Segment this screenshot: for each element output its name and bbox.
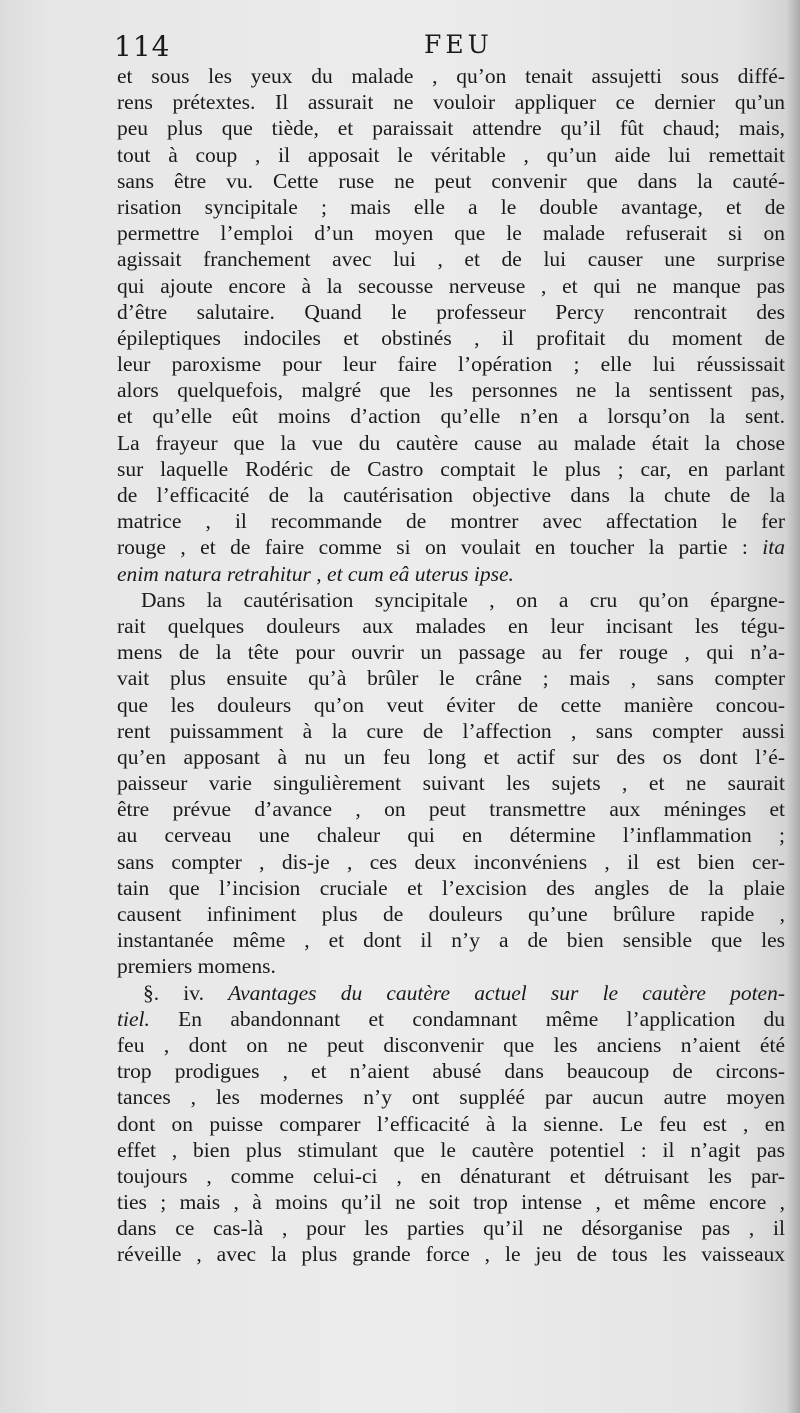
text-run: dont on puisse comparer l’efficacité à la sienne. Le feu est , en bbox=[117, 1111, 785, 1136]
text-line bbox=[117, 430, 785, 456]
text-line bbox=[117, 953, 785, 979]
text-run: épileptiques indociles et obstinés , il profitait du moment de bbox=[117, 325, 785, 350]
text-run: matrice , il recommande de montrer avec affectation le fer bbox=[117, 509, 785, 534]
text-line bbox=[117, 1137, 785, 1163]
text-line bbox=[117, 1163, 785, 1189]
text-run: dans ce cas-là , pour les parties qu’il ne désorganise pas , il bbox=[117, 1216, 785, 1241]
text-run: sans être vu. Cette ruse ne peut convenir que dans la cauté- bbox=[117, 168, 785, 193]
italic-text: enim natura retrahitur , et cum eâ uterus ipse. bbox=[117, 561, 514, 586]
text-line bbox=[117, 718, 785, 744]
text-line bbox=[117, 1241, 785, 1267]
text-run: mens de la tête pour ouvrir un passage au fer rouge , qui n’a- bbox=[117, 640, 785, 665]
text-line bbox=[117, 1111, 785, 1137]
text-run: rait quelques douleurs aux malades en leur incisant les tégu- bbox=[117, 613, 785, 638]
text-run: tances , les modernes n’y ont suppléé par aucun autre moyen bbox=[117, 1085, 785, 1110]
text-line bbox=[117, 534, 785, 560]
text-run: permettre l’emploi d’un moyen que le malade refuserait si on bbox=[117, 221, 785, 246]
text-line bbox=[117, 901, 785, 927]
text-run: et sous les yeux du malade , qu’on tenait assujetti sous diffé- bbox=[117, 64, 785, 88]
text-run: causent infiniment plus de douleurs qu’une brûlure rapide , bbox=[117, 902, 785, 926]
text-run: En abandonnant et condamnant même l’application du bbox=[149, 1006, 785, 1031]
text-line bbox=[117, 142, 785, 168]
text-line bbox=[117, 508, 785, 534]
text-line bbox=[117, 796, 785, 822]
text-run: risation syncipitale ; mais elle a le double avantage, et de bbox=[117, 194, 785, 219]
text-line bbox=[117, 1032, 785, 1058]
body-text bbox=[117, 63, 785, 1268]
italic-text: ita bbox=[762, 535, 785, 560]
text-line bbox=[117, 849, 785, 875]
text-run: et qu’elle eût moins d’action qu’elle n’en a lorsqu’on la sent. bbox=[117, 404, 785, 429]
text-line bbox=[117, 770, 785, 796]
text-line bbox=[117, 613, 785, 639]
text-line bbox=[117, 325, 785, 351]
italic-text: tiel. bbox=[117, 1006, 150, 1031]
text-run: être prévue d’avance , on peut transmettre aux méninges et bbox=[117, 797, 785, 822]
section-heading-line bbox=[117, 980, 785, 1006]
text-run: premiers momens. bbox=[117, 954, 276, 979]
text-run: d’être salutaire. Quand le professeur Percy rencontrait des bbox=[117, 299, 785, 324]
text-run: La frayeur que la vue du cautère cause au malade était la chose bbox=[117, 430, 785, 455]
text-run: feu , dont on ne peut disconvenir que les anciens n’aient été bbox=[117, 1032, 785, 1057]
text-run: effet , bien plus stimulant que le cautère potentiel : il n’agit pas bbox=[117, 1137, 785, 1162]
text-run: leur paroxisme pour leur faire l’opération ; elle lui réussissait bbox=[117, 352, 785, 377]
text-line bbox=[117, 482, 785, 508]
page-edge-shadow bbox=[786, 0, 800, 1413]
text-run: qui ajoute encore à la secousse nerveuse , et qui ne manque pas bbox=[117, 273, 785, 298]
text-line bbox=[117, 875, 785, 901]
text-line bbox=[117, 639, 785, 665]
text-run: sans compter , dis-je , ces deux inconvéniens , il est bien cer- bbox=[117, 849, 785, 874]
page-number: 114 bbox=[114, 30, 171, 63]
running-title: FEU bbox=[424, 30, 493, 59]
text-run: rouge , et de faire comme si on voulait en toucher la partie : bbox=[117, 535, 763, 560]
text-line bbox=[117, 744, 785, 770]
text-line bbox=[117, 299, 785, 325]
italic-text: Avantages du cautère actuel sur le cautère poten- bbox=[228, 980, 785, 1005]
text-line bbox=[117, 587, 785, 613]
text-run: tout à coup , il apposait le véritable , qu’un aide lui remettait bbox=[117, 142, 785, 167]
text-line bbox=[117, 351, 785, 377]
text-run: peu plus que tiède, et paraissait attendre qu’il fût chaud; mais, bbox=[117, 116, 785, 141]
text-line bbox=[117, 1215, 785, 1241]
text-run: réveille , avec la plus grande force , le jeu de tous les vaisseaux bbox=[117, 1242, 785, 1267]
text-line bbox=[117, 822, 785, 848]
text-run: paisseur varie singulièrement suivant les sujets , et ne saurait bbox=[117, 771, 785, 796]
text-line bbox=[117, 63, 785, 89]
text-line bbox=[117, 561, 785, 587]
text-run: tain que l’incision cruciale et l’excision des angles de la plaie bbox=[117, 875, 785, 900]
text-line bbox=[117, 403, 785, 429]
text-run: instantanée même , et dont il n’y a de bien sensible que les bbox=[117, 928, 785, 953]
text-run: toujours , comme celui-ci , en dénaturant et détruisant les par- bbox=[117, 1163, 785, 1188]
text-line bbox=[117, 89, 785, 115]
text-run: au cerveau une chaleur qui en détermine l’inflammation ; bbox=[117, 823, 785, 848]
text-line bbox=[117, 194, 785, 220]
text-line bbox=[117, 1006, 785, 1032]
text-run: qu’en apposant à nu un feu long et actif sur des os dont l’é- bbox=[117, 744, 785, 769]
text-line bbox=[117, 1058, 785, 1084]
text-run: rens prétextes. Il assurait ne vouloir appliquer ce dernier qu’un bbox=[117, 90, 785, 115]
running-head bbox=[114, 30, 784, 62]
text-run: agissait franchement avec lui , et de lui causer une surprise bbox=[117, 247, 785, 272]
text-line bbox=[117, 692, 785, 718]
text-line bbox=[117, 168, 785, 194]
text-run: vait plus ensuite qu’à brûler le crâne ; mais , sans compter bbox=[117, 666, 785, 691]
text-run: alors quelquefois, malgré que les personnes ne la sentissent pas, bbox=[117, 378, 785, 403]
text-line bbox=[117, 665, 785, 691]
text-line bbox=[117, 1189, 785, 1215]
text-line bbox=[117, 377, 785, 403]
text-line bbox=[117, 273, 785, 299]
text-line bbox=[117, 1084, 785, 1110]
text-line bbox=[117, 927, 785, 953]
text-run: §. iv. bbox=[143, 980, 229, 1005]
text-line bbox=[117, 220, 785, 246]
text-run: que les douleurs qu’on veut éviter de cette manière concou- bbox=[117, 692, 785, 717]
text-run: Dans la cautérisation syncipitale , on a cru qu’on épargne- bbox=[141, 587, 785, 612]
text-line bbox=[117, 246, 785, 272]
text-line bbox=[117, 456, 785, 482]
text-line bbox=[117, 115, 785, 141]
text-run: trop prodigues , et n’aient abusé dans beaucoup de circons- bbox=[117, 1059, 785, 1084]
text-run: sur laquelle Rodéric de Castro comptait le plus ; car, en parlant bbox=[117, 456, 785, 481]
text-run: ties ; mais , à moins qu’il ne soit trop intense , et même encore , bbox=[117, 1190, 785, 1215]
text-run: de l’efficacité de la cautérisation objective dans la chute de la bbox=[117, 483, 785, 507]
text-run: rent puissamment à la cure de l’affection , sans compter aussi bbox=[117, 718, 785, 743]
